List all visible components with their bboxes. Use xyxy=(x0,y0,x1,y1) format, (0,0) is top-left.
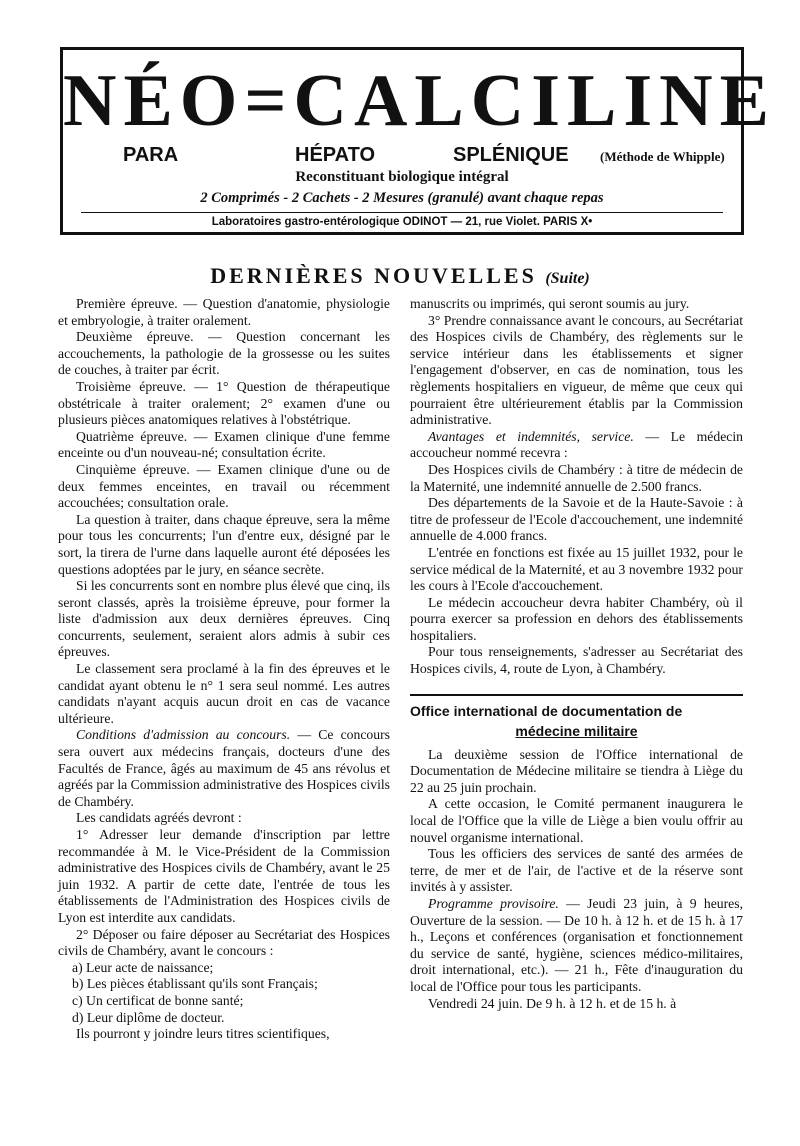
ad-line-2: 2 Comprimés - 2 Cachets - 2 Mesures (granulé) avant chaque repas xyxy=(200,190,604,206)
paragraph: Le médecin accoucheur devra habiter Chambéry, où il pourra exercer sa profession en dehors des établissements hospitaliers. xyxy=(410,594,743,643)
ad-line-1: Reconstituant biologique intégral xyxy=(295,169,509,185)
paragraph: Tous les officiers des services de santé des armées de terre, de mer et de l'air, de l'active et de la réserve sont invités à y assister. xyxy=(410,846,743,895)
advertisement-box xyxy=(60,47,776,235)
paragraph: Quatrième épreuve. — Examen clinique d'une femme enceinte ou d'un nouveau-né; consultation écrite. xyxy=(58,428,390,461)
paragraph: La question à traiter, dans chaque épreuve, sera la même pour tous les concurrents; l'un d'entre eux, désigné par le sort, la tirera de l'urne dans laquelle auront été déposées les questions adoptées par le jury, en séance secrète. xyxy=(58,511,390,577)
paragraph: 3° Prendre connaissance avant le concours, au Secrétariat des Hospices civils de Chambéry, des règlements sur le service intérieur dans les établissements et signer l'engagement d'observer, en cas de nomination, tous les règlements hospitaliers en vigueur, de même que ceux qui pourraient être ultérieurement établis par la Commission administrative. xyxy=(410,312,743,428)
paragraph: 2° Déposer ou faire déposer au Secrétariat des Hospices civils de Chambéry, avant le concours : xyxy=(58,926,390,959)
programme-paragraph xyxy=(410,896,743,996)
left-column xyxy=(58,296,390,1043)
ad-sub-note: (Méthode de Whipple) xyxy=(600,149,725,164)
section-title-line-1: Office international de documentation de xyxy=(410,702,683,719)
paragraph: La deuxième session de l'Office international de Documentation de Médecine militaire se tiendra à Liège du 22 au 25 juin prochain. xyxy=(410,746,743,795)
section-title-line-2: médecine militaire xyxy=(515,722,638,739)
paragraph: Deuxième épreuve. — Question concernant les accouchements, la pathologie de la grossesse ou les suites de couches, à traiter par écrit. xyxy=(58,329,390,378)
paragraph: A cette occasion, le Comité permanent inaugurera le local de l'Office que la ville de Liège a bien voulu offrir au nouvel organisme international. xyxy=(410,796,743,845)
ad-line-3: Laboratoires gastro-entérologique ODINOT — 21, rue Violet. PARIS X• xyxy=(211,216,593,228)
page-headline xyxy=(0,263,800,289)
list-item: d) Leur diplôme de docteur. xyxy=(72,1009,225,1025)
ad-sub-hepato: HÉPATO xyxy=(295,144,376,166)
ad-sub-splenique: SPLÉNIQUE xyxy=(453,144,569,166)
paragraph: Pour tous renseignements, s'adresser au Secrétariat des Hospices civils, 4, route de Lyon, à Chambéry. xyxy=(410,644,743,677)
paragraph: L'entrée en fonctions est fixée au 15 juillet 1932, pour le service médical de la Maternité, et au 3 novembre 1932 pour les cours à l'Ecole d'accouchement. xyxy=(410,544,743,594)
right-column xyxy=(410,296,743,1012)
headline-suite: (Suite) xyxy=(545,270,590,287)
paragraph: Troisième épreuve. — 1° Question de thérapeutique obstétricale à traiter oralement; 2° examen d'une ou plusieurs pièces anatomiques relatives à l'obstétrique. xyxy=(58,378,390,428)
conditions-heading: Conditions d'admission au concours. xyxy=(76,727,291,743)
list-item: a) Leur acte de naissance; xyxy=(72,959,214,975)
paragraph: Si les concurrents sont en nombre plus élevé que cinq, ils seront classés, après la troisième épreuve, pour former la liste d'admission aux deux dernières épreuves. Cinq concurrents, seulement, seraient alors admis à subir ces épreuves. xyxy=(58,578,390,660)
list-item: c) Un certificat de bonne santé; xyxy=(72,992,244,1008)
conditions-text: — Ce concours sera ouvert aux médecins français, docteurs d'une des Facultés de France, âgés au maximum de 45 ans révolus et agréés par la Commission administrative des Hospices civils de Chambéry. xyxy=(58,727,390,809)
paragraph: Première épreuve. — Question d'anatomie, physiologie et embryologie, à traiter oralement. xyxy=(58,296,390,328)
headline-main: DERNIÈRES NOUVELLES xyxy=(210,263,537,288)
paragraph: Des Hospices civils de Chambéry : à titre de médecin de la Maternité, une indemnité annuelle de 2.500 francs. xyxy=(410,461,743,494)
programme-text: — Jeudi 23 juin, à 9 heures, Ouverture de la session. — De 10 h. à 12 h. et de 15 h. à 17 h., Leçons et conférences (organisation et fonctionnement du service de santé, hygiène, sciences médico-militaires, droit international, etc.). — 21 h., Fête d'inauguration du local de l'Office pour tous les participants. xyxy=(410,896,743,994)
paragraph: manuscrits ou imprimés, qui seront soumis au jury. xyxy=(410,296,690,311)
paragraph: Vendredi 24 juin. De 9 h. à 12 h. et de 15 h. à xyxy=(428,995,677,1011)
section-title xyxy=(410,694,743,741)
avantages-heading: Avantages et indemnités, service. xyxy=(428,428,634,444)
ad-title: NÉO=CALCILINE xyxy=(63,60,776,142)
avantages-paragraph xyxy=(410,429,743,462)
ad-divider xyxy=(81,212,723,213)
programme-heading: Programme provisoire. xyxy=(428,896,559,911)
paragraph: Cinquième épreuve. — Examen clinique d'une ou de deux femmes enceintes, en travail ou récemment accouchées; consultation orale. xyxy=(58,461,390,511)
paragraph: Des départements de la Savoie et de la Haute-Savoie : à titre de professeur de l'Ecole d'accouchement, une indemnité annuelle de 4.000 francs. xyxy=(410,495,743,544)
paragraph: Le classement sera proclamé à la fin des épreuves et le candidat ayant obtenu le n° 1 sera seul nommé. Les autres candidats n'ayant acquis aucun droit en cas de vacance ultérieure. xyxy=(58,661,390,726)
paragraph: 1° Adresser leur demande d'inscription par lettre recommandée à M. le Vice-Président de la Commission administrative des Hospices civils de Chambéry, avant le 25 juin 1932. A partir de cette date, l'entrée de tous les établissements de l'Administration des Hospices civils de Lyon est interdite aux candidats. xyxy=(58,827,390,925)
paragraph: Les candidats agréés devront : xyxy=(76,810,242,826)
ad-sub-para: PARA xyxy=(123,144,179,166)
conditions-paragraph xyxy=(58,727,390,810)
list-item: b) Les pièces établissant qu'ils sont Français; xyxy=(72,976,318,992)
paragraph: Ils pourront y joindre leurs titres scientifiques, xyxy=(76,1026,330,1042)
avantages-text: — Le médecin accoucheur nommé recevra : xyxy=(410,428,743,461)
